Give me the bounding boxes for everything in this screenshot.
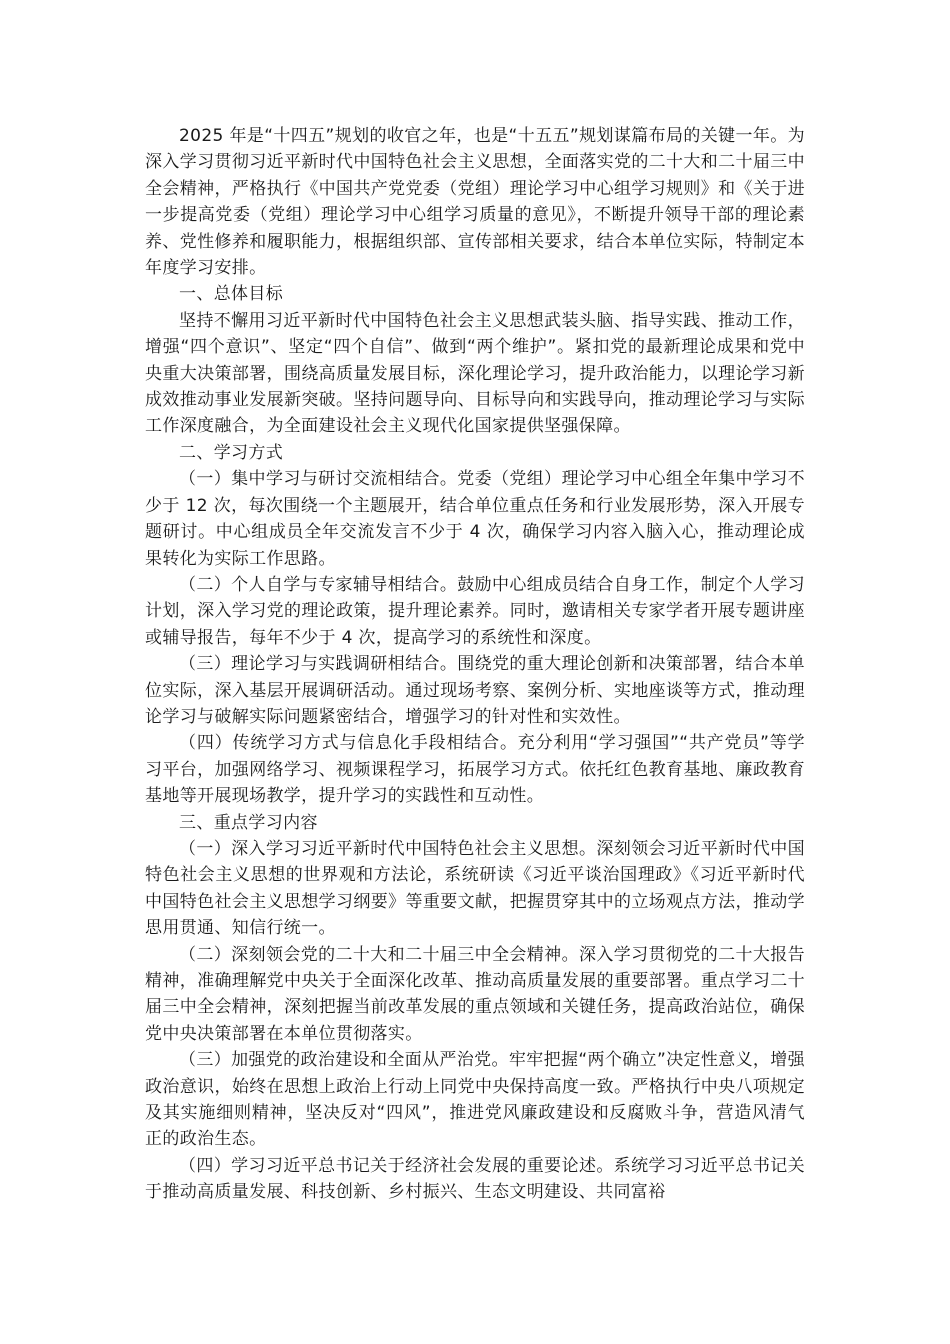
methods-paragraph-3: （三）理论学习与实践调研相结合。围绕党的重大理论创新和决策部署，结合本单位实际，深入基层开展调研活动。通过现场考察、案例分析、实地座谈等方式，推动理论学习与破解实际问题紧密结合，增强学习的针对性和实效性。 — [145, 654, 805, 727]
content-paragraph-3: （三）加强党的政治建设和全面从严治党。牢牢把握“两个确立”决定性意义，增强政治意识，始终在思想上政治上行动上同党中央保持高度一致。严格执行中央八项规定及其实施细则精神，坚决反对“四风”，推进党风廉政建设和反腐败斗争，营造风清气正的政治生态。 — [145, 1050, 805, 1150]
content-paragraph-2: （二）深刻领会党的二十大和二十届三中全会精神。深入学习贯彻党的二十大报告精神，准确理解党中央关于全面深化改革、推动高质量发展的重要部署。重点学习二十届三中全会精神，深刻把握当前改革发展的重点领域和关键任务，提高政治站位，确保党中央决策部署在本单位贯彻落实。 — [145, 944, 805, 1044]
section-heading-methods: 二、学习方式 — [179, 442, 284, 463]
intro-paragraph: 2025 年是“十四五”规划的收官之年，也是“十五五”规划谋篇布局的关键一年。为深入学习贯彻习近平新时代中国特色社会主义思想，全面落实党的二十大和二十届三中全会精神，严格执行《中国共产党党委（党组）理论学习中心组学习规则》和《关于进一步提高党委（党组）理论学习中心组学习质量的意见》，不断提升领导干部的理论素养、党性修养和履职能力，根据组织部、宣传部相关要求，结合本单位实际，特制定本年度学习安排。 — [145, 126, 805, 279]
content-paragraph-1: （一）深入学习习近平新时代中国特色社会主义思想。深刻领会习近平新时代中国特色社会主义思想的世界观和方法论，系统研读《习近平谈治国理政》《习近平新时代中国特色社会主义思想学习纲要》等重要文献，把握贯穿其中的立场观点方法，推动学思用贯通、知信行统一。 — [145, 838, 805, 939]
goals-paragraph: 坚持不懈用习近平新时代中国特色社会主义思想武装头脑、指导实践、推动工作，增强“四个意识”、坚定“四个自信”、做到“两个维护”。紧扣党的最新理论成果和党中央重大决策部署，围绕高质量发展目标，深化理论学习，提升政治能力，以理论学习新成效推动事业发展新突破。坚持问题导向、目标导向和实践导向，推动理论学习与实际工作深度融合，为全面建设社会主义现代化国家提供坚强保障。 — [145, 310, 805, 437]
methods-paragraph-1: （一）集中学习与研讨交流相结合。党委（党组）理论学习中心组全年集中学习不少于 12 次，每次围绕一个主题展开，结合单位重点任务和行业发展形势，深入开展专题研讨。中心组成员全年交流发言不少于 4 次，确保学习内容入脑入心，推动理论成果转化为实际工作思路。 — [145, 469, 805, 569]
methods-paragraph-2: （二）个人自学与专家辅导相结合。鼓励中心组成员结合自身工作，制定个人学习计划，深入学习党的理论政策，提升理论素养。同时，邀请相关专家学者开展专题讲座或辅导报告，每年不少于 4 次，提高学习的系统性和深度。 — [145, 574, 805, 648]
section-heading-content: 三、重点学习内容 — [179, 812, 318, 833]
section-heading-goals: 一、总体目标 — [179, 284, 284, 305]
document-page — [145, 123, 805, 1206]
content-paragraph-4: （四）学习习近平总书记关于经济社会发展的重要论述。系统学习习近平总书记关于推动高质量发展、科技创新、乡村振兴、生态文明建设、共同富裕 — [145, 1155, 805, 1203]
methods-paragraph-4: （四）传统学习方式与信息化手段相结合。充分利用“学习强国”“共产党员”等学习平台，加强网络学习、视频课程学习，拓展学习方式。依托红色教育基地、廉政教育基地等开展现场教学，提升学习的实践性和互动性。 — [145, 733, 805, 807]
